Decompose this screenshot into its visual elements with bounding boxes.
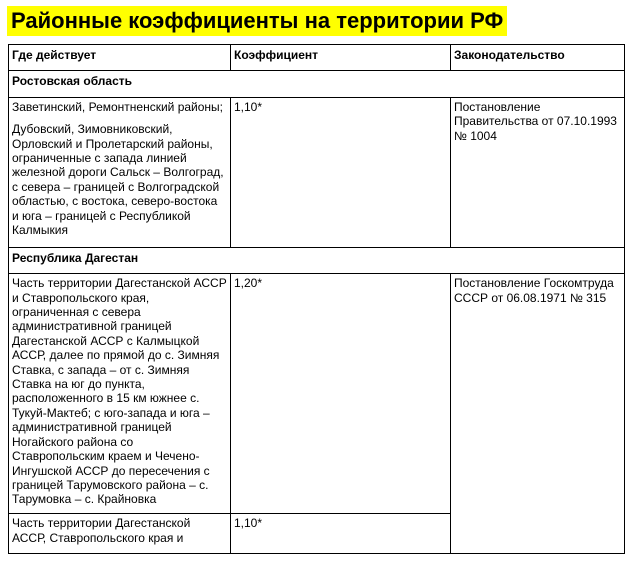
cell-legislation: Постановление Госкомтруда СССР от 06.08.1971 № 315 [451, 274, 625, 554]
cell-coefficient: 1,10* [231, 97, 451, 247]
region-row-dagestan [9, 247, 625, 273]
cell-coefficient: 1,20* [231, 274, 451, 514]
cell-legislation: Постановление Правительства от 07.10.1993 № 1004 [451, 97, 625, 247]
table-header-row [9, 45, 625, 71]
column-header-where: Где действует [9, 45, 231, 71]
table-row [9, 274, 625, 514]
region-name: Ростовская область [9, 71, 625, 97]
where-text: Заветинский, Ремонтненский районы; [12, 99, 224, 114]
cell-where [9, 274, 231, 514]
region-row-rostov [9, 71, 625, 97]
column-header-legislation: Законодательство [451, 45, 625, 71]
table-row [9, 97, 625, 247]
column-header-coefficient: Коэффициент [231, 45, 451, 71]
page-title: Районные коэффициенты на территории РФ [7, 6, 507, 36]
where-text: Часть территории Дагестанской АССР и Ставропольского края, ограниченная с севера административной границей Дагестанской АССР с Калмыцкой АССР, далее по прямой до с. Зимняя Ставка, с запада – от с. Зимняя Ставка на юг до пункта, расположенного в 15 км южнее с. Тукуй-Мактеб; с юго-запада и юга – административной границей Ногайского района со Ставропольским краем и Чечено-Ингушской АССР до пересечения с границей Тарумовского района – с. Тарумовка – с. Крайновка [12, 276, 227, 507]
where-text: Часть территории Дагестанской АССР, Ставропольского края и [12, 516, 191, 545]
cell-where [9, 97, 231, 247]
region-name: Республика Дагестан [9, 247, 625, 273]
cell-where [9, 514, 231, 554]
cell-coefficient: 1,10* [231, 514, 451, 554]
coefficients-table [8, 44, 625, 554]
where-text: Дубовский, Зимовниковский, Орловский и Пролетарский районы, ограниченные с запада линией железной дороги Сальск – Волгоград, с севера – границей с Волгоградской областью, с востока, северо-востока и юга – границей с Республикой Калмыкия [12, 122, 224, 238]
